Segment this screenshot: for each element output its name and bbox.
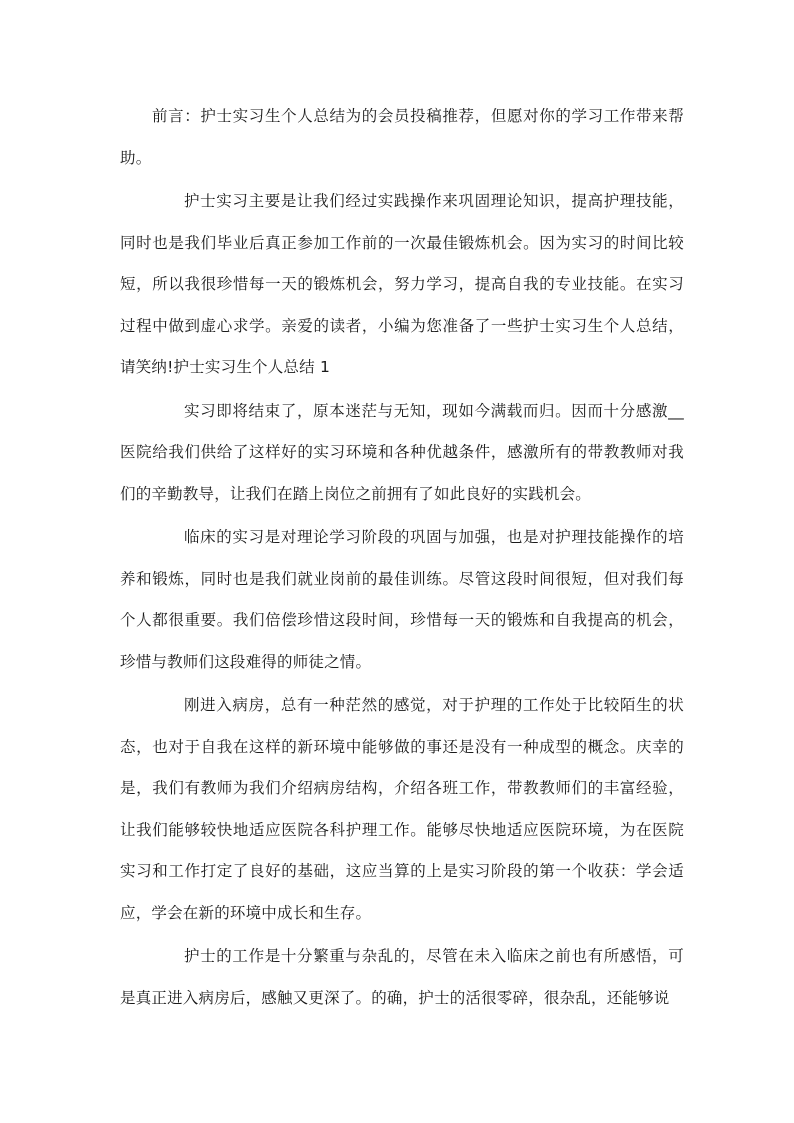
preface-paragraph: 前言：护士实习生个人总结为的会员投稿推荐，但愿对你的学习工作带来帮助。 [120, 107, 684, 167]
intro-paragraph: 护士实习主要是让我们经过实践操作来巩固理论知识，提高护理技能，同时也是我们毕业后真正参加工作前的一次最佳锻炼机会。因为实习的时间比较短，所以我很珍惜每一天的锻炼机会，努力学习，提高自我的专业技能。在实习过程中做到虚心求学。亲爱的读者，小编为您准备了一些护士实习生个人总结，请笑纳!护士实习生个人总结 1 [120, 192, 684, 376]
gratitude-paragraph: 实习即将结束了，原本迷茫与无知，现如今满载而归。因而十分感激__医院给我们供给了这样好的实习环境和各种优越条件，感激所有的带教教师对我们的辛勤教导，让我们在踏上岗位之前拥有了如此良好的实践机会。 [120, 401, 684, 503]
clinical-practice-paragraph: 临床的实习是对理论学习阶段的巩固与加强，也是对护理技能操作的培养和锻炼，同时也是我们就业岗前的最佳训练。尽管这段时间很短，但对我们每个人都很重要。我们倍偿珍惜这段时间，珍惜每一天的锻炼和自我提高的机会，珍惜与教师们这段难得的师徒之情。 [120, 528, 684, 671]
document-body [120, 96, 684, 1019]
ward-adaptation-paragraph: 刚进入病房，总有一种茫然的感觉，对于护理的工作处于比较陌生的状态，也对于自我在这样的新环境中能够做的事还是没有一种成型的概念。庆幸的是，我们有教师为我们介绍病房结构，介绍各班工作，带教教师们的丰富经验，让我们能够较快地适应医院各科护理工作。能够尽快地适应医院环境，为在医院实习和工作打定了良好的基础，这应当算的上是实习阶段的第一个收获：学会适应，学会在新的环境中成长和生存。 [120, 696, 684, 922]
nursing-work-paragraph: 护士的工作是十分繁重与杂乱的，尽管在未入临床之前也有所感悟，可是真正进入病房后，感触又更深了。的确，护士的活很零碎，很杂乱，还能够说 [120, 947, 684, 1007]
